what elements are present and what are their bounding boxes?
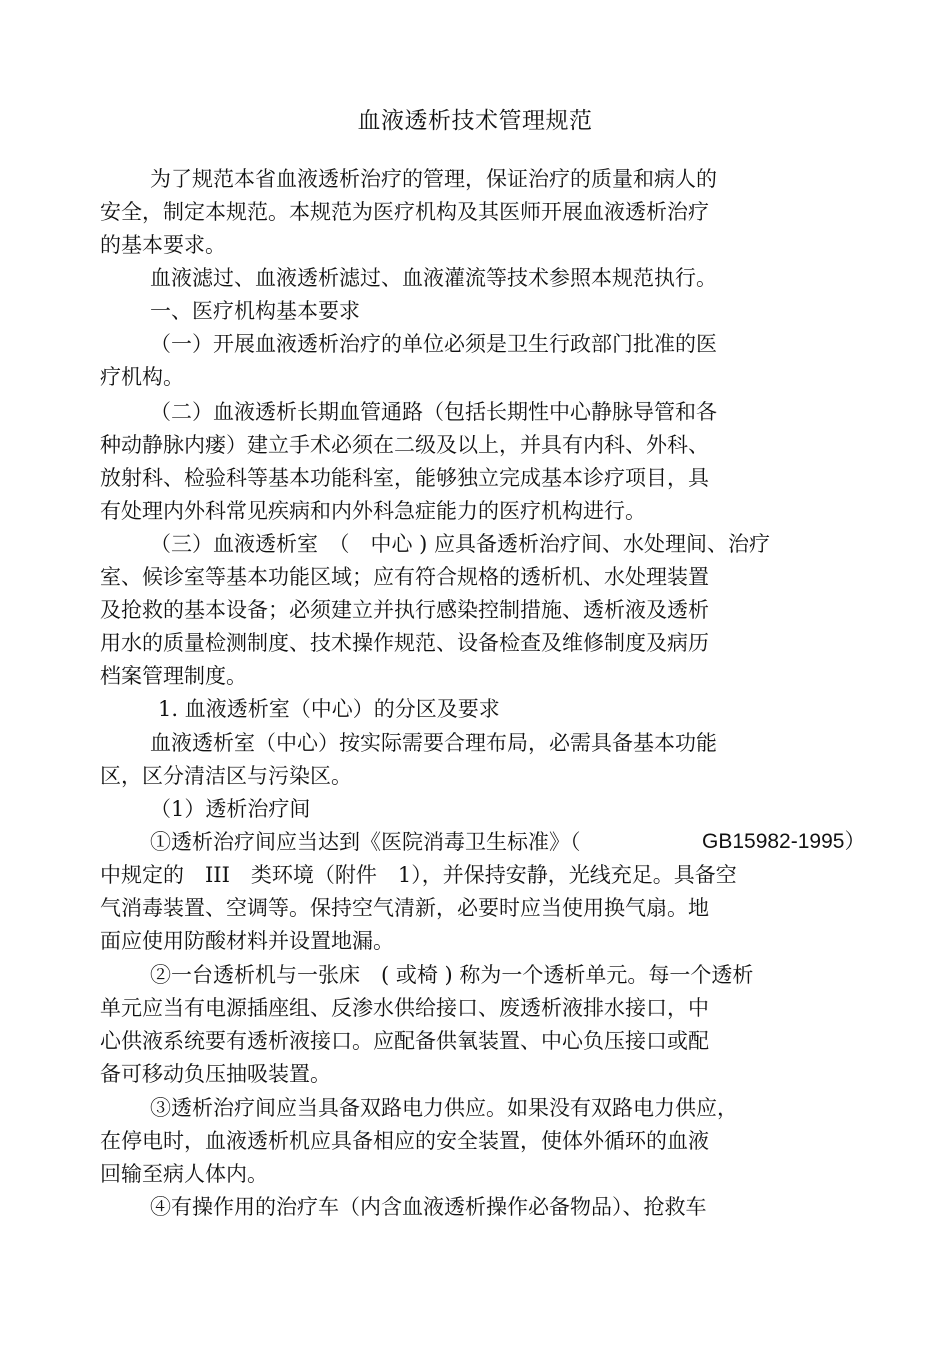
paragraph-line: 用水的质量检测制度、技术操作规范、设备检查及维修制度及病历: [100, 631, 709, 655]
paragraph-line: 疗机构。: [100, 365, 184, 389]
paragraph-line: 为了规范本省血液透析治疗的管理，保证治疗的质量和病人的: [150, 167, 717, 191]
paragraph-line: ②一台透析机与一张床 ( 或椅 ) 称为一个透析单元。每一个透析: [150, 963, 754, 987]
paragraph-line: 的基本要求。: [100, 233, 226, 257]
document-title: 血液透析技术管理规范: [357, 108, 593, 134]
subsection-heading: 1. 血液透析室（中心）的分区及要求: [158, 697, 500, 721]
paragraph-line: 种动静脉内瘘）建立手术必须在二级及以上，并具有内科、外科、: [100, 433, 709, 457]
paragraph-line: 有处理内外科常见疾病和内外科急症能力的医疗机构进行。: [100, 499, 646, 523]
item-heading: （1）透析治疗间: [150, 797, 311, 821]
paragraph-line: 安全，制定本规范。本规范为医疗机构及其医师开展血液透析治疗: [100, 200, 709, 224]
paragraph-line: 中规定的 III 类环境（附件 1），并保持安静，光线充足。具备空: [100, 863, 737, 887]
paragraph-line: 档案管理制度。: [100, 664, 247, 688]
paragraph-line: 面应使用防酸材料并设置地漏。: [100, 929, 394, 953]
paragraph-line: 气消毒装置、空调等。保持空气清新，必要时应当使用换气扇。地: [100, 896, 709, 920]
paragraph-line: 室、候诊室等基本功能区域；应有符合规格的透析机、水处理装置: [100, 565, 709, 589]
paragraph-line: 在停电时，血液透析机应具备相应的安全装置，使体外循环的血液: [100, 1129, 709, 1153]
standard-code: GB15982-1995）: [702, 830, 866, 853]
paragraph-line: ④有操作用的治疗车（内含血液透析操作必备物品）、抢救车: [150, 1195, 707, 1219]
paragraph-line: （三）血液透析室 （ 中心 ) 应具备透析治疗间、水处理间、治疗: [150, 532, 771, 556]
paragraph-line: ③透析治疗间应当具备双路电力供应。如果没有双路电力供应，: [150, 1096, 738, 1120]
paragraph-line: （一）开展血液透析治疗的单位必须是卫生行政部门批准的医: [150, 332, 717, 356]
paragraph-line: 回输至病人体内。: [100, 1162, 268, 1186]
paragraph-line: （二）血液透析长期血管通路（包括长期性中心静脉导管和各: [150, 400, 717, 424]
paragraph-line: 单元应当有电源插座组、反渗水供给接口、废透析液排水接口，中: [100, 996, 709, 1020]
paragraph-line: 心供液系统要有透析液接口。应配备供氧装置、中心负压接口或配: [100, 1029, 709, 1053]
paragraph-line: 血液滤过、血液透析滤过、血液灌流等技术参照本规范执行。: [150, 266, 717, 290]
paragraph-line: 放射科、检验科等基本功能科室，能够独立完成基本诊疗项目，具: [100, 466, 709, 490]
paragraph-line: 区，区分清洁区与污染区。: [100, 764, 352, 788]
paragraph-line: 备可移动负压抽吸装置。: [100, 1062, 331, 1086]
section-heading: 一、医疗机构基本要求: [150, 299, 360, 323]
paragraph-line: 及抢救的基本设备；必须建立并执行感染控制措施、透析液及透析: [100, 598, 709, 622]
paragraph-line: ①透析治疗间应当达到《医院消毒卫生标准》（: [150, 830, 581, 854]
paragraph-line: 血液透析室（中心）按实际需要合理布局，必需具备基本功能: [150, 731, 717, 755]
